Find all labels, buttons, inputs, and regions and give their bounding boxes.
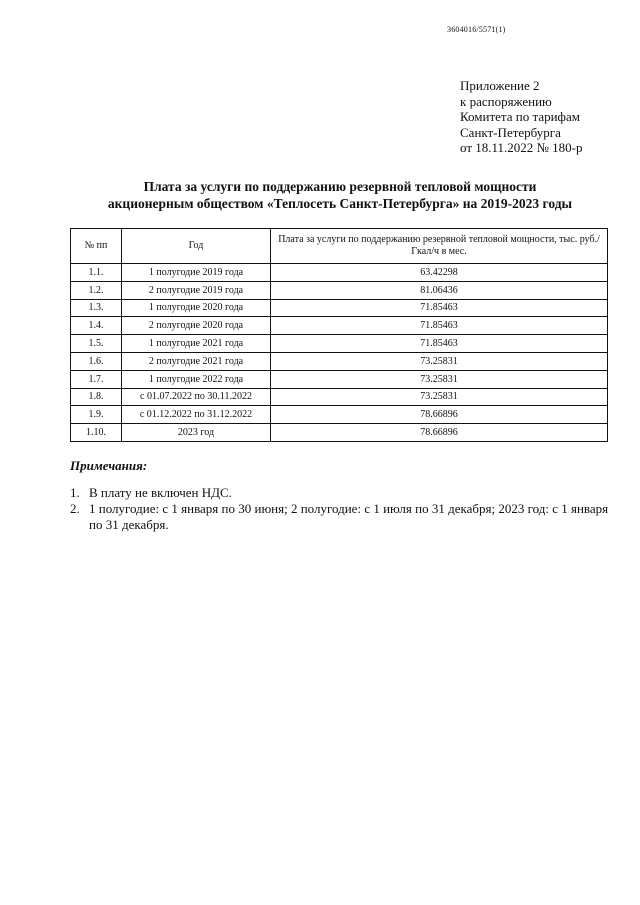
row-period-cell: с 01.07.2022 по 30.11.2022 <box>122 388 271 406</box>
title-line-2: акционерным обществом «Теплосеть Санкт-Петербурга» на 2019-2023 годы <box>107 196 573 211</box>
appendix-header <box>460 78 583 156</box>
header-fee: Плата за услуги по поддержанию резервной тепловой мощности, тыс. руб./Гкал/ч в мес. <box>271 229 608 264</box>
appendix-line: Комитета по тарифам <box>460 109 580 125</box>
table-row <box>71 406 608 424</box>
row-period-cell: 2 полугодие 2019 года <box>122 281 271 299</box>
table-row <box>71 352 608 370</box>
row-num-cell: 1.9. <box>71 406 122 424</box>
row-num-cell: 1.2. <box>71 281 122 299</box>
header-num: № пп <box>71 229 122 264</box>
note-text: 1 полугодие: с 1 января по 30 июня; 2 полугодие: с 1 июля по 31 декабря; 2023 год: с 1 января по 31 декабря. <box>89 501 609 532</box>
table-row <box>71 317 608 335</box>
row-num-cell: 1.10. <box>71 424 122 442</box>
table-row <box>71 388 608 406</box>
note-text: В плату не включен НДС. <box>89 485 232 500</box>
note-item <box>70 485 615 501</box>
row-period-cell: с 01.12.2022 по 31.12.2022 <box>122 406 271 424</box>
document-title <box>60 178 620 212</box>
row-period-cell: 1 полугодие 2020 года <box>122 299 271 317</box>
table-header-row <box>71 229 608 264</box>
header-period: Год <box>122 229 271 264</box>
row-value-cell: 71.85463 <box>271 317 608 335</box>
row-value-cell: 78.66896 <box>271 424 608 442</box>
table-row <box>71 281 608 299</box>
row-period-cell: 2 полугодие 2021 года <box>122 352 271 370</box>
note-item <box>70 501 615 533</box>
row-num-cell: 1.3. <box>71 299 122 317</box>
row-value-cell: 78.66896 <box>271 406 608 424</box>
appendix-line: к распоряжению <box>460 93 552 109</box>
row-period-cell: 1 полугодие 2022 года <box>122 370 271 388</box>
note-number: 2. <box>70 501 80 516</box>
table-row <box>71 264 608 282</box>
row-period-cell: 2023 год <box>122 424 271 442</box>
appendix-line: от 18.11.2022 № 180-р <box>460 140 583 156</box>
table-row <box>71 424 608 442</box>
row-num-cell: 1.4. <box>71 317 122 335</box>
table-row <box>71 335 608 353</box>
row-value-cell: 71.85463 <box>271 335 608 353</box>
row-num-cell: 1.5. <box>71 335 122 353</box>
appendix-line: Приложение 2 <box>460 78 540 93</box>
row-period-cell: 2 полугодие 2020 года <box>122 317 271 335</box>
notes-list <box>70 485 615 533</box>
row-value-cell: 73.25831 <box>271 352 608 370</box>
title-line-1: Плата за услуги по поддержанию резервной тепловой мощности <box>143 179 537 194</box>
row-value-cell: 71.85463 <box>271 299 608 317</box>
row-num-cell: 1.6. <box>71 352 122 370</box>
row-num-cell: 1.7. <box>71 370 122 388</box>
row-value-cell: 73.25831 <box>271 370 608 388</box>
table-row <box>71 299 608 317</box>
row-num-cell: 1.8. <box>71 388 122 406</box>
row-period-cell: 1 полугодие 2021 года <box>122 335 271 353</box>
row-value-cell: 63.42298 <box>271 264 608 282</box>
notes-title: Примечания: <box>70 458 148 473</box>
row-period-cell: 1 полугодие 2019 года <box>122 264 271 282</box>
row-num-cell: 1.1. <box>71 264 122 282</box>
fee-table <box>70 228 608 442</box>
appendix-line: Санкт-Петербурга <box>460 124 561 140</box>
table-row <box>71 370 608 388</box>
row-value-cell: 81.06436 <box>271 281 608 299</box>
document-registration-number: 3604016/5571(1) <box>447 25 506 34</box>
row-value-cell: 73.25831 <box>271 388 608 406</box>
note-number: 1. <box>70 485 80 500</box>
